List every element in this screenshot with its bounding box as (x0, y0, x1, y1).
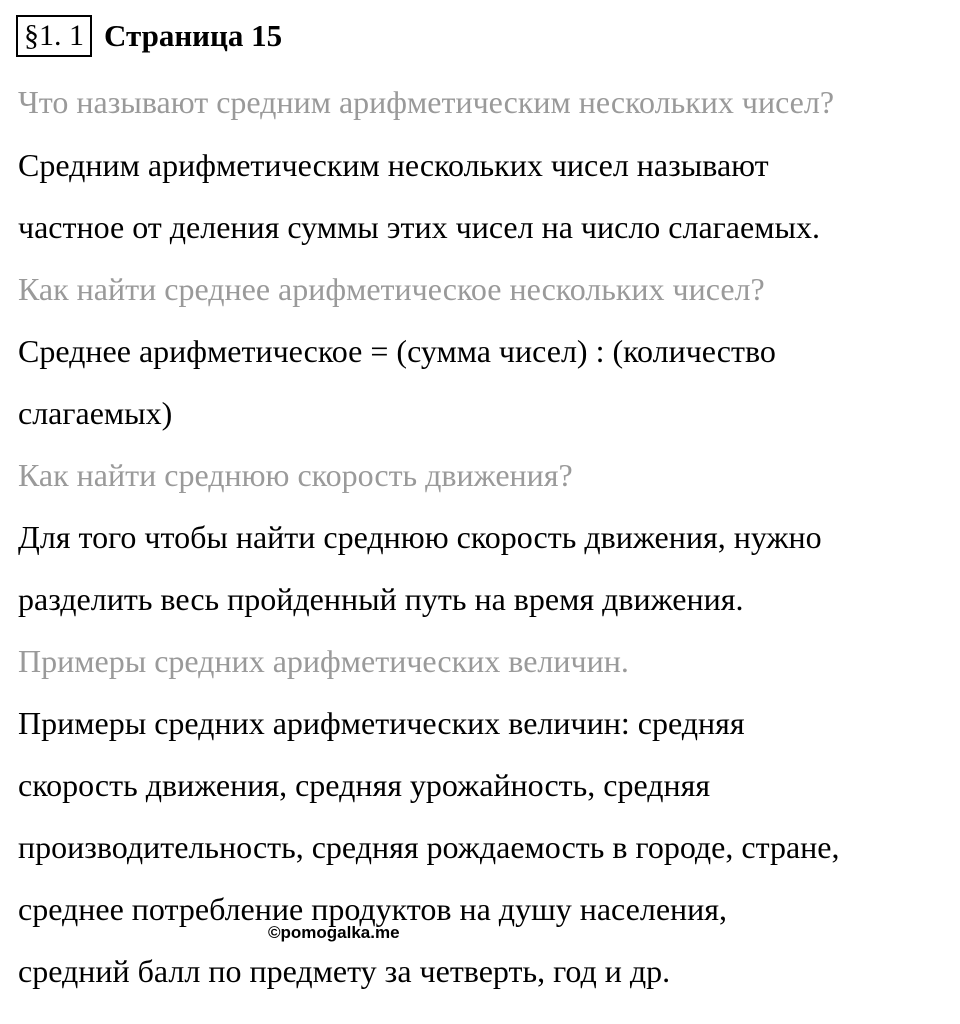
answer-4-line-1: Примеры средних арифметических величин: средняя (18, 705, 745, 741)
page-title: Страница 15 (104, 18, 283, 53)
answer-2-line-2: слагаемых) (18, 395, 173, 431)
question-3: Как найти среднюю скорость движения? (18, 457, 573, 493)
answer-2-line-1: Среднее арифметическое = (сумма чисел) : (количество (18, 333, 776, 369)
answer-3-line-2: разделить весь пройденный путь на время движения. (18, 581, 744, 617)
answer-4-line-5: средний балл по предмету за четверть, год и др. (18, 953, 671, 989)
question-1: Что называют средним арифметическим нескольких чисел? (18, 84, 835, 120)
answer-4-line-3: производительность, средняя рождаемость в городе, стране, (18, 829, 840, 865)
page-header (16, 14, 282, 58)
answer-4-line-4: среднее потребление продуктов на душу населения, (18, 891, 727, 927)
answer-4-line-2: скорость движения, средняя урожайность, средняя (18, 767, 711, 803)
answer-1-line-1: Средним арифметическим нескольких чисел называют (18, 147, 769, 183)
question-2: Как найти среднее арифметическое нескольких чисел? (18, 271, 765, 307)
answer-3-line-1: Для того чтобы найти среднюю скорость движения, нужно (18, 519, 822, 555)
question-4: Примеры средних арифметических величин. (18, 643, 629, 679)
section-number: §1. 1 (16, 15, 92, 57)
watermark: ©pomogalka.me (268, 923, 400, 942)
answer-1-line-2: частное от деления суммы этих чисел на число слагаемых. (18, 209, 820, 245)
